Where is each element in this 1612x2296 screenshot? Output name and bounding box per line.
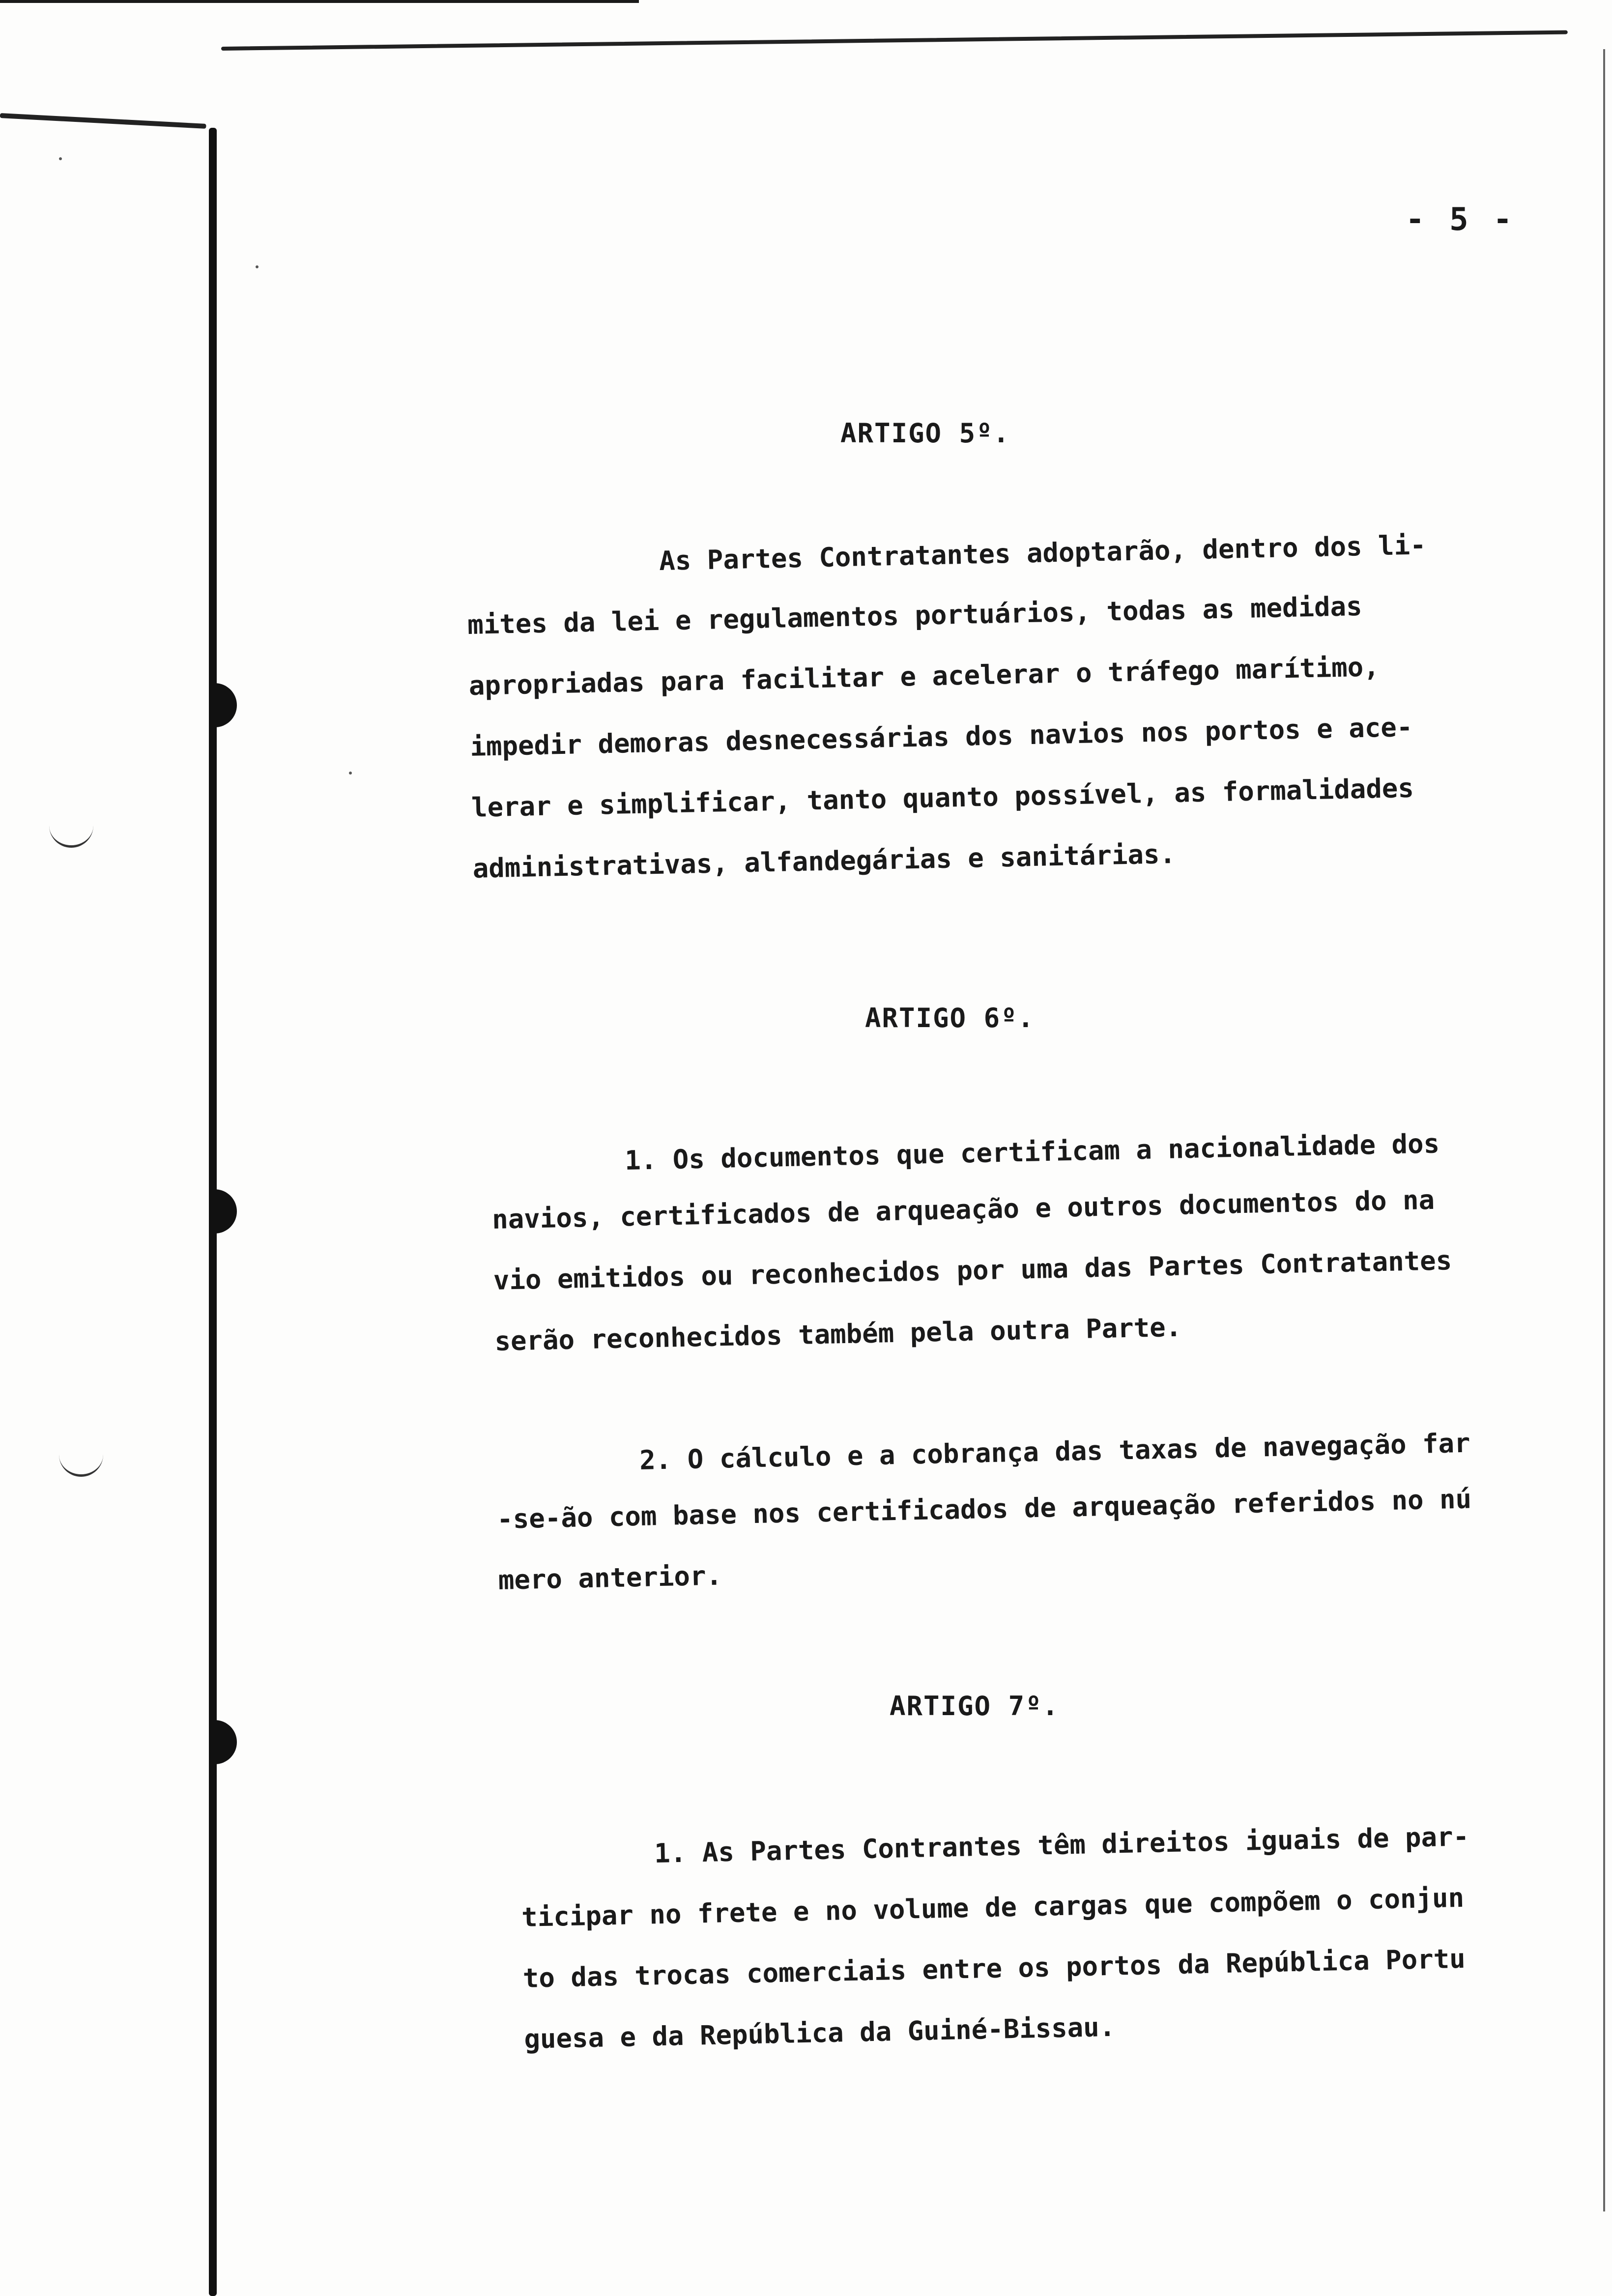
article-5-line: As Partes Contratantes adoptarão, dentro dos li- [659, 529, 1427, 576]
article-6-line: vio emitidos ou reconhecidos por uma das Partes Contratantes [493, 1245, 1452, 1296]
article-6-para-1-body [491, 1169, 1454, 1372]
page-fold-line [221, 30, 1568, 51]
article-6-line: serão reconhecidos também pela outra Parte. [494, 1311, 1182, 1357]
binding-hole [214, 1720, 237, 1764]
article-5-line: impedir demoras desnecessárias dos navios nos portos e ace- [469, 711, 1413, 762]
article-6-line: 1. Os documentos que certificam a nacionalidade dos [624, 1128, 1440, 1176]
scan-speck [256, 265, 259, 268]
article-6-line: mero anterior. [498, 1560, 722, 1596]
article-7-line: ticipar no frete e no volume de cargas que compõem o conjun [521, 1882, 1465, 1933]
article-7-line: 1. As Partes Contrantes têm direitos iguais de par- [654, 1821, 1469, 1869]
article-6-line: navios, certificados de arqueação e outros documentos do na [491, 1184, 1435, 1235]
article-5-body [467, 575, 1416, 899]
article-6-heading: ARTIGO 6º. [865, 1003, 1035, 1033]
article-5-line: administrativas, alfandegárias e sanitárias. [472, 838, 1176, 884]
article-7-line: to das trocas comerciais entre os portos da República Portu [522, 1943, 1466, 1994]
binding-hole [214, 1189, 237, 1234]
article-5-line: mites da lei e regulamentos portuários, todas as medidas [467, 590, 1363, 640]
article-7-heading: ARTIGO 7º. [890, 1691, 1060, 1722]
article-5-line: lerar e simplificar, tanto quanto possível, as formalidades [471, 772, 1414, 823]
page-number: - 5 - [1406, 201, 1515, 238]
article-6-line: 2. O cálculo e a cobrança das taxas de navegação far [639, 1427, 1471, 1476]
page-right-edge [1603, 49, 1605, 2211]
binder-ring-mark [49, 826, 93, 848]
binder-ring-mark [59, 1455, 103, 1477]
article-7-line: guesa e da República da Guiné-Bissau. [523, 2011, 1116, 2055]
top-edge-shadow [0, 0, 639, 3]
article-6-para-2-body [496, 1468, 1473, 1610]
scan-speck [349, 772, 352, 775]
binding-hole [214, 683, 237, 727]
article-5-line: apropriadas para facilitar e acelerar o tráfego marítimo, [468, 651, 1380, 701]
article-7-para-1-body [521, 1867, 1468, 2070]
scan-speck [59, 157, 62, 160]
page-fold-line-left [0, 113, 206, 129]
article-6-line: -se-ão com base nos certificados de arqueação referidos no nú [496, 1483, 1472, 1535]
article-5-heading: ARTIGO 5º. [840, 418, 1010, 449]
